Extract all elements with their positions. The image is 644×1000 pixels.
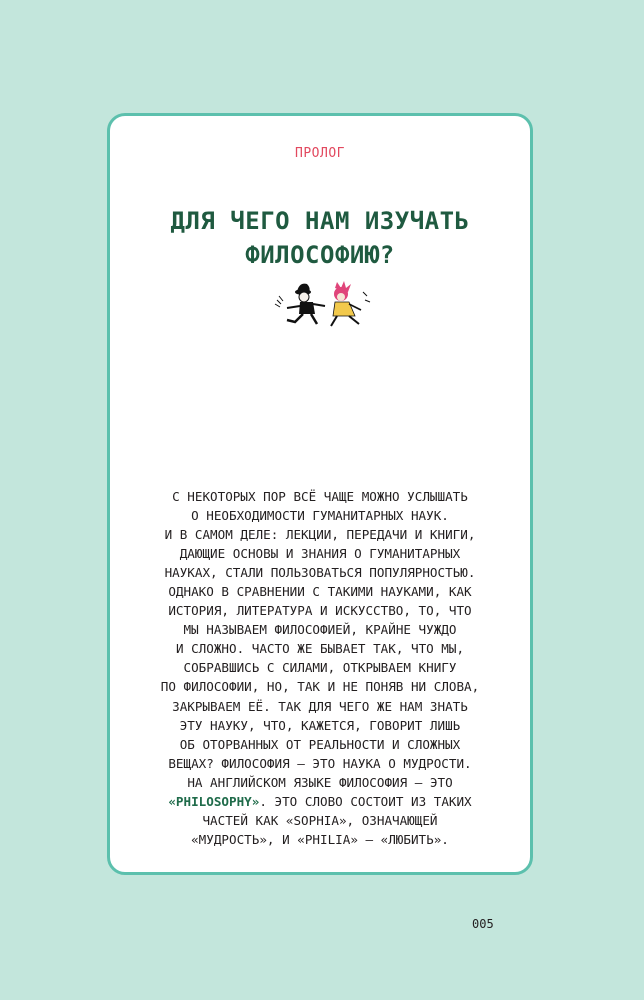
- body-line: И СЛОЖНО. ЧАСТО ЖЕ БЫВАЕТ ТАК, ЧТО МЫ,: [175, 641, 465, 657]
- body-line: ИСТОРИЯ, ЛИТЕРАТУРА И ИСКУССТВО, ТО, ЧТО: [168, 603, 472, 619]
- prologue-body: [128, 487, 512, 849]
- body-line: ОДНАКО В СРАВНЕНИИ С ТАКИМИ НАУКАМИ, КАК: [168, 584, 472, 600]
- girl-figure: [331, 281, 370, 326]
- chapter-kicker: ПРОЛОГ: [295, 146, 345, 161]
- page-title-line: ФИЛОСОФИЮ?: [245, 241, 395, 269]
- body-line: «МУДРОСТЬ», И «PHILIA» — «ЛЮБИТЬ».: [191, 831, 449, 847]
- body-line: ПО ФИЛОСОФИИ, НО, ТАК И НЕ ПОНЯВ НИ СЛОВА,: [160, 679, 480, 695]
- man-figure: [275, 284, 325, 324]
- body-line-highlight: [128, 792, 512, 811]
- page-number: 005: [472, 917, 494, 931]
- body-line: ЭТУ НАУКУ, ЧТО, КАЖЕТСЯ, ГОВОРИТ ЛИШЬ: [179, 717, 461, 733]
- running-characters-illustration: [267, 280, 377, 330]
- content-card: [107, 113, 533, 875]
- body-line: НАУКАХ, СТАЛИ ПОЛЬЗОВАТЬСЯ ПОПУЛЯРНОСТЬЮ.: [164, 565, 476, 581]
- body-line: НА АНГЛИЙСКОМ ЯЗЫКЕ ФИЛОСОФИЯ — ЭТО: [187, 774, 453, 790]
- page-title-line: ДЛЯ ЧЕГО НАМ ИЗУЧАТЬ: [170, 207, 470, 235]
- body-line: ЗАКРЫВАЕМ ЕЁ. ТАК ДЛЯ ЧЕГО ЖЕ НАМ ЗНАТЬ: [172, 698, 468, 714]
- body-line: ДАЮЩИЕ ОСНОВЫ И ЗНАНИЯ О ГУМАНИТАРНЫХ: [179, 546, 461, 562]
- body-line: ОБ ОТОРВАННЫХ ОТ РЕАЛЬНОСТИ И СЛОЖНЫХ: [179, 736, 461, 752]
- body-line: И В САМОМ ДЕЛЕ: ЛЕКЦИИ, ПЕРЕДАЧИ И КНИГИ,: [164, 527, 476, 543]
- body-line: МЫ НАЗЫВАЕМ ФИЛОСОФИЕЙ, КРАЙНЕ ЧУЖДО: [183, 622, 457, 638]
- body-line: СОБРАВШИСЬ С СИЛАМИ, ОТКРЫВАЕМ КНИГУ: [183, 660, 457, 676]
- body-line: ЧАСТЕЙ КАК «SOPHIA», ОЗНАЧАЮЩЕЙ: [202, 812, 438, 828]
- philosophy-term: «PHILOSOPHY»: [168, 793, 260, 809]
- body-line-rest: . ЭТО СЛОВО СОСТОИТ ИЗ ТАКИХ: [259, 793, 472, 809]
- body-line: ВЕЩАХ? ФИЛОСОФИЯ — ЭТО НАУКА О МУДРОСТИ.: [168, 755, 472, 771]
- body-line: С НЕКОТОРЫХ ПОР ВСЁ ЧАЩЕ МОЖНО УСЛЫШАТЬ: [172, 489, 468, 504]
- page-title: [130, 204, 510, 272]
- body-line: О НЕОБХОДИМОСТИ ГУМАНИТАРНЫХ НАУК.: [191, 508, 449, 524]
